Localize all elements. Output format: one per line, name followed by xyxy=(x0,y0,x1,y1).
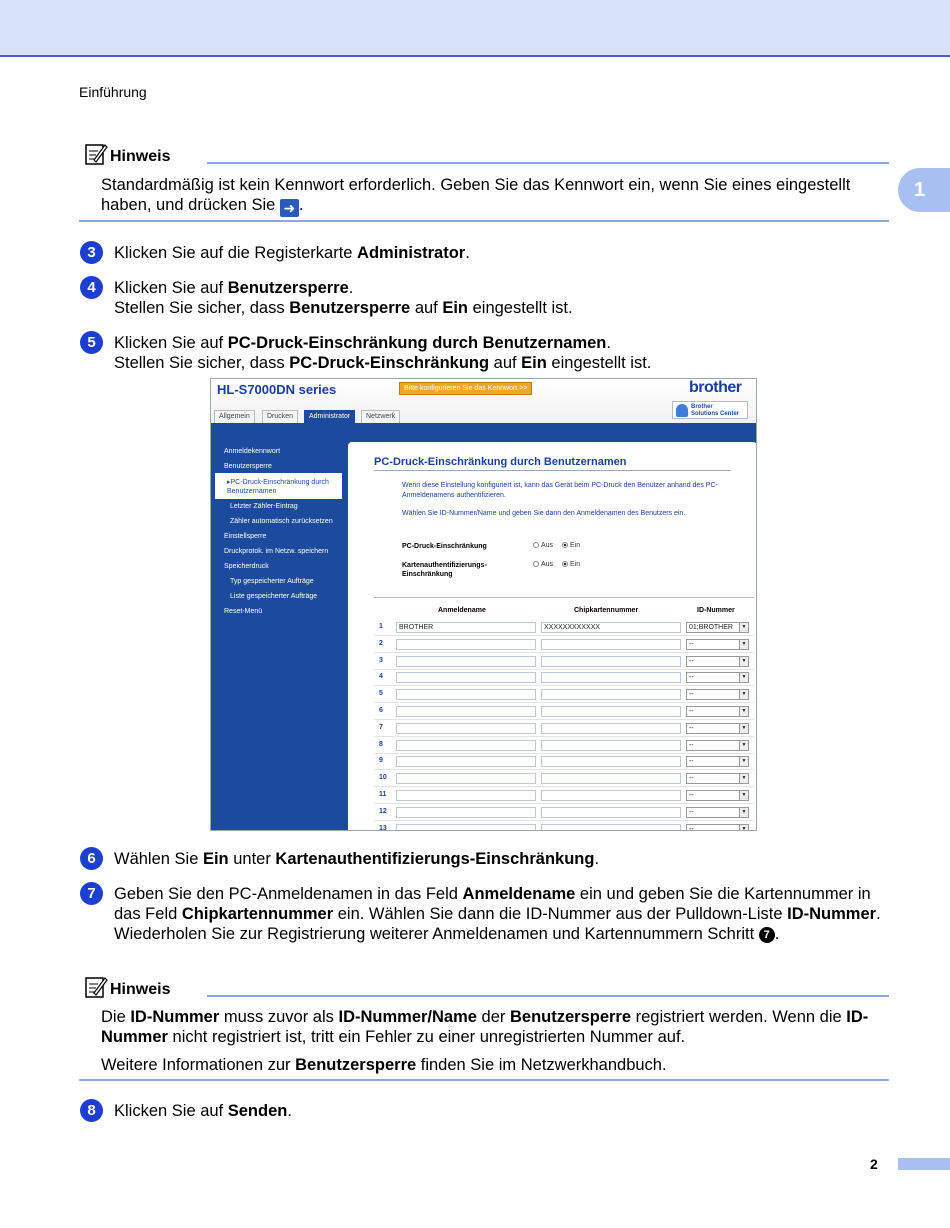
column-header-card-number: Chipkartennummer xyxy=(574,607,639,614)
panel-description: Wenn diese Einstellung konfiguriert ist, kann das Gerät beim PC-Druck den Benutzer anhand des PC-Anmeldenamens authentifizieren. xyxy=(402,482,718,499)
id-number-select[interactable] xyxy=(686,672,749,683)
solutions-center-icon xyxy=(676,404,688,417)
table-row xyxy=(374,704,754,720)
step-number-5: 5 xyxy=(80,331,103,354)
panel-instruction: Wählen Sie ID-Nummer/Name und geben Sie dann den Anmeldenamen des Benutzers ein. xyxy=(402,510,686,517)
table-row xyxy=(374,670,754,686)
note-pencil-icon xyxy=(84,142,108,166)
id-number-value: -- xyxy=(689,674,694,682)
note-divider-bottom xyxy=(79,220,889,222)
page-number-bar xyxy=(898,1158,950,1170)
login-name-input[interactable] xyxy=(396,740,536,751)
row-number: 5 xyxy=(379,690,383,698)
chevron-down-icon[interactable]: ▼ xyxy=(739,774,748,783)
chevron-down-icon[interactable]: ▼ xyxy=(739,657,748,666)
id-number-select[interactable] xyxy=(686,807,749,818)
row-number: 6 xyxy=(379,707,383,714)
id-number-value: -- xyxy=(689,724,694,732)
configure-password-button[interactable]: Bitte konfigurieren Sie das Kennwort >> xyxy=(399,382,532,395)
radio-icon xyxy=(533,561,539,567)
pc-print-restriction-on[interactable]: Ein xyxy=(562,542,580,549)
sidebar-item-print-log[interactable]: Druckprotok. im Netzw. speichern xyxy=(224,548,329,555)
id-number-value: -- xyxy=(689,808,694,816)
pc-print-restriction-off[interactable]: Aus xyxy=(533,542,553,549)
table-row xyxy=(374,771,754,787)
row-number: 4 xyxy=(379,673,383,681)
chevron-down-icon[interactable]: ▼ xyxy=(739,724,748,733)
id-number-select[interactable] xyxy=(686,723,749,734)
row-number: 7 xyxy=(379,723,383,731)
web-admin-screenshot xyxy=(210,378,757,831)
note-divider-bottom-2 xyxy=(79,1079,889,1081)
table-row xyxy=(374,687,754,703)
id-number-select[interactable] xyxy=(686,656,749,667)
id-number-value: -- xyxy=(689,825,694,831)
id-number-value: -- xyxy=(689,758,694,766)
chevron-down-icon[interactable]: ▼ xyxy=(739,757,748,766)
step-6-text: Wählen Sie Ein unter Kartenauthentifizierungs-Einschränkung. xyxy=(114,850,600,868)
card-number-input[interactable] xyxy=(541,807,681,818)
step-number-6: 6 xyxy=(80,847,103,870)
table-row xyxy=(374,738,754,754)
radio-icon xyxy=(533,542,539,548)
card-number-input[interactable] xyxy=(541,706,681,717)
note-divider xyxy=(207,162,889,164)
model-name: HL-S7000DN series xyxy=(217,382,337,397)
arrow-right-icon: ➜ xyxy=(280,199,299,217)
tab-print[interactable]: Drucken xyxy=(262,410,298,423)
panel-title: PC-Druck-Einschränkung durch Benutzernamen xyxy=(374,456,627,468)
step-5-text: Klicken Sie auf PC-Druck-Einschränkung durch Benutzernamen. Stellen Sie sicher, dass PC-Druck-Einschränkung auf Ein eingestellt ist. xyxy=(114,334,652,372)
sidebar-item-stored-print[interactable]: Speicherdruck xyxy=(224,563,269,570)
sidebar-item-last-counter[interactable]: Letzter Zähler-Eintrag xyxy=(230,503,298,510)
card-number-input[interactable]: XXXXXXXXXXXX xyxy=(541,622,681,633)
id-number-value: -- xyxy=(689,708,694,715)
chevron-down-icon[interactable]: ▼ xyxy=(739,623,748,632)
sidebar-item-login-password[interactable]: Anmeldekennwort xyxy=(224,448,281,455)
login-name-input[interactable] xyxy=(396,773,536,784)
step-3-text: Klicken Sie auf die Registerkarte Administrator. xyxy=(114,244,470,262)
top-header-band xyxy=(0,0,950,57)
id-number-select[interactable] xyxy=(686,790,749,801)
note-text: Standardmäßig ist kein Kennwort erforderlich. Geben Sie das Kennwort ein, wenn Sie eines eingestellt haben, und drücken Sie ➜ . xyxy=(101,176,851,216)
card-auth-restriction-off[interactable]: Aus xyxy=(533,561,553,568)
row-number: 13 xyxy=(379,824,387,831)
login-name-input[interactable]: BROTHER xyxy=(396,622,536,633)
table-row xyxy=(374,754,754,770)
radio-selected-icon xyxy=(562,561,568,567)
step-number-3: 3 xyxy=(80,241,103,264)
card-number-input[interactable] xyxy=(541,773,681,784)
chevron-down-icon[interactable]: ▼ xyxy=(739,707,748,716)
column-header-login-name: Anmeldename xyxy=(438,607,486,614)
chevron-down-icon[interactable]: ▼ xyxy=(739,690,748,699)
sidebar-item-stored-job-type[interactable]: Typ gespeicherter Aufträge xyxy=(230,578,314,585)
card-number-input[interactable] xyxy=(541,689,681,700)
id-number-select[interactable] xyxy=(686,740,749,751)
card-number-input[interactable] xyxy=(541,740,681,751)
tab-network[interactable]: Netzwerk xyxy=(361,410,400,423)
chevron-down-icon[interactable]: ▼ xyxy=(739,741,748,750)
login-name-input[interactable] xyxy=(396,672,536,683)
note-title: Hinweis xyxy=(110,148,171,165)
row-number: 8 xyxy=(379,740,383,748)
login-name-input[interactable] xyxy=(396,723,536,734)
table-row xyxy=(374,620,754,636)
login-name-input[interactable] xyxy=(396,689,536,700)
card-number-input[interactable] xyxy=(541,639,681,650)
sidebar-item-counter-reset[interactable]: Zähler automatisch zurücksetzen xyxy=(230,518,333,525)
step-7-text: Geben Sie den PC-Anmeldenamen in das Feld Anmeldename ein und geben Sie die Kartennummer in das Feld Chipkartennummer ein. Wählen Sie dann die ID-Nummer aus der Pulldown-Liste ID-Nummer. Wiederholen Sie zur Registrierung weiterer Anmeldenamen und Kartennummern Schritt 7 . xyxy=(114,885,881,943)
id-number-value: -- xyxy=(689,657,694,665)
chevron-down-icon[interactable]: ▼ xyxy=(739,791,748,800)
card-number-input[interactable] xyxy=(541,723,681,734)
login-name-input[interactable] xyxy=(396,656,536,667)
login-name-input[interactable] xyxy=(396,756,536,767)
step-8-text: Klicken Sie auf Senden. xyxy=(114,1102,292,1120)
id-number-value: -- xyxy=(689,640,694,648)
id-number-select[interactable] xyxy=(686,773,749,784)
table-row xyxy=(374,822,754,831)
card-number-input[interactable] xyxy=(541,656,681,667)
chapter-tab: 1 xyxy=(898,168,950,212)
id-number-select[interactable] xyxy=(686,689,749,700)
id-number-value: -- xyxy=(689,691,694,699)
table-top-rule xyxy=(374,597,754,598)
chevron-down-icon[interactable]: ▼ xyxy=(739,808,748,817)
card-number-input[interactable] xyxy=(541,790,681,801)
card-number-input[interactable] xyxy=(541,672,681,683)
nav-bar xyxy=(211,423,757,437)
section-title: Einführung xyxy=(79,84,147,100)
radio-selected-icon xyxy=(562,542,568,548)
sidebar-item-reset-menu[interactable]: Reset-Menü xyxy=(224,608,263,615)
step-4-text: Klicken Sie auf Benutzersperre. Stellen Sie sicher, dass Benutzersperre auf Ein eingestellt ist. xyxy=(114,279,573,317)
sidebar-item-pc-print-restriction[interactable]: ▸PC-Druck-Einschränkung durch Benutzernamen xyxy=(227,479,329,495)
card-number-input[interactable] xyxy=(541,824,681,831)
brother-logo: brother xyxy=(689,379,742,396)
card-auth-restriction-on[interactable]: Ein xyxy=(562,561,580,568)
sidebar-item-setting-lock[interactable]: Einstellsperre xyxy=(224,533,267,540)
login-name-input[interactable] xyxy=(396,807,536,818)
table-row xyxy=(374,788,754,804)
login-name-input[interactable] xyxy=(396,790,536,801)
note-2-paragraph-2: Weitere Informationen zur Benutzersperre finden Sie im Netzwerkhandbuch. xyxy=(101,1056,667,1074)
note-2-paragraph-1: Die ID-Nummer muss zuvor als ID-Nummer/Name der Benutzersperre registriert werden. Wenn die ID-Nummer nicht registriert ist, tritt ein Fehler zu einer unregistrierten Nummer auf. xyxy=(101,1008,869,1046)
solutions-center-button[interactable]: Brother Solutions Center xyxy=(672,401,748,419)
table-row xyxy=(374,654,754,670)
sidebar-item-user-lock[interactable]: Benutzersperre xyxy=(224,463,272,470)
id-number-value: -- xyxy=(689,792,694,799)
row-number: 1 xyxy=(379,623,383,630)
id-number-select[interactable] xyxy=(686,824,749,831)
row-number: 9 xyxy=(379,757,383,765)
sidebar-item-stored-job-list[interactable]: Liste gespeicherter Aufträge xyxy=(230,593,318,600)
tab-general[interactable]: Allgemein xyxy=(214,410,255,423)
card-auth-restriction-label: Kartenauthentifizierungs-Einschränkung xyxy=(402,562,487,578)
row-number: 11 xyxy=(379,791,387,798)
id-number-value: -- xyxy=(689,775,694,783)
login-name-input[interactable] xyxy=(396,824,536,831)
note-divider-2 xyxy=(207,995,889,997)
chevron-down-icon[interactable]: ▼ xyxy=(739,640,748,649)
pc-print-restriction-label: PC-Druck-Einschränkung xyxy=(402,543,487,550)
login-name-input[interactable] xyxy=(396,706,536,717)
id-number-select[interactable] xyxy=(686,622,749,633)
id-number-select[interactable] xyxy=(686,639,749,650)
note-title-2: Hinweis xyxy=(110,981,171,998)
id-number-select[interactable] xyxy=(686,756,749,767)
tab-administrator[interactable]: Administrator xyxy=(304,410,355,423)
page-number: 2 xyxy=(870,1156,878,1172)
table-row xyxy=(374,805,754,821)
note-pencil-icon xyxy=(84,975,108,999)
step-number-4: 4 xyxy=(80,276,103,299)
row-number: 3 xyxy=(379,656,383,664)
card-number-input[interactable] xyxy=(541,756,681,767)
row-number: 2 xyxy=(379,639,383,647)
chevron-down-icon[interactable]: ▼ xyxy=(739,673,748,682)
id-number-value: -- xyxy=(689,741,694,749)
row-number: 12 xyxy=(379,807,387,815)
step-number-8: 8 xyxy=(80,1099,103,1122)
column-header-id-number: ID-Nummer xyxy=(697,607,735,614)
step-number-7: 7 xyxy=(80,882,103,905)
id-number-value: 01:BROTHER xyxy=(689,624,733,631)
chevron-down-icon[interactable]: ▼ xyxy=(739,825,748,831)
login-name-input[interactable] xyxy=(396,639,536,650)
id-number-select[interactable] xyxy=(686,706,749,717)
panel-title-rule xyxy=(374,470,731,471)
table-row xyxy=(374,721,754,737)
row-number: 10 xyxy=(379,774,387,782)
table-row xyxy=(374,637,754,653)
step-reference-badge: 7 xyxy=(759,927,775,943)
